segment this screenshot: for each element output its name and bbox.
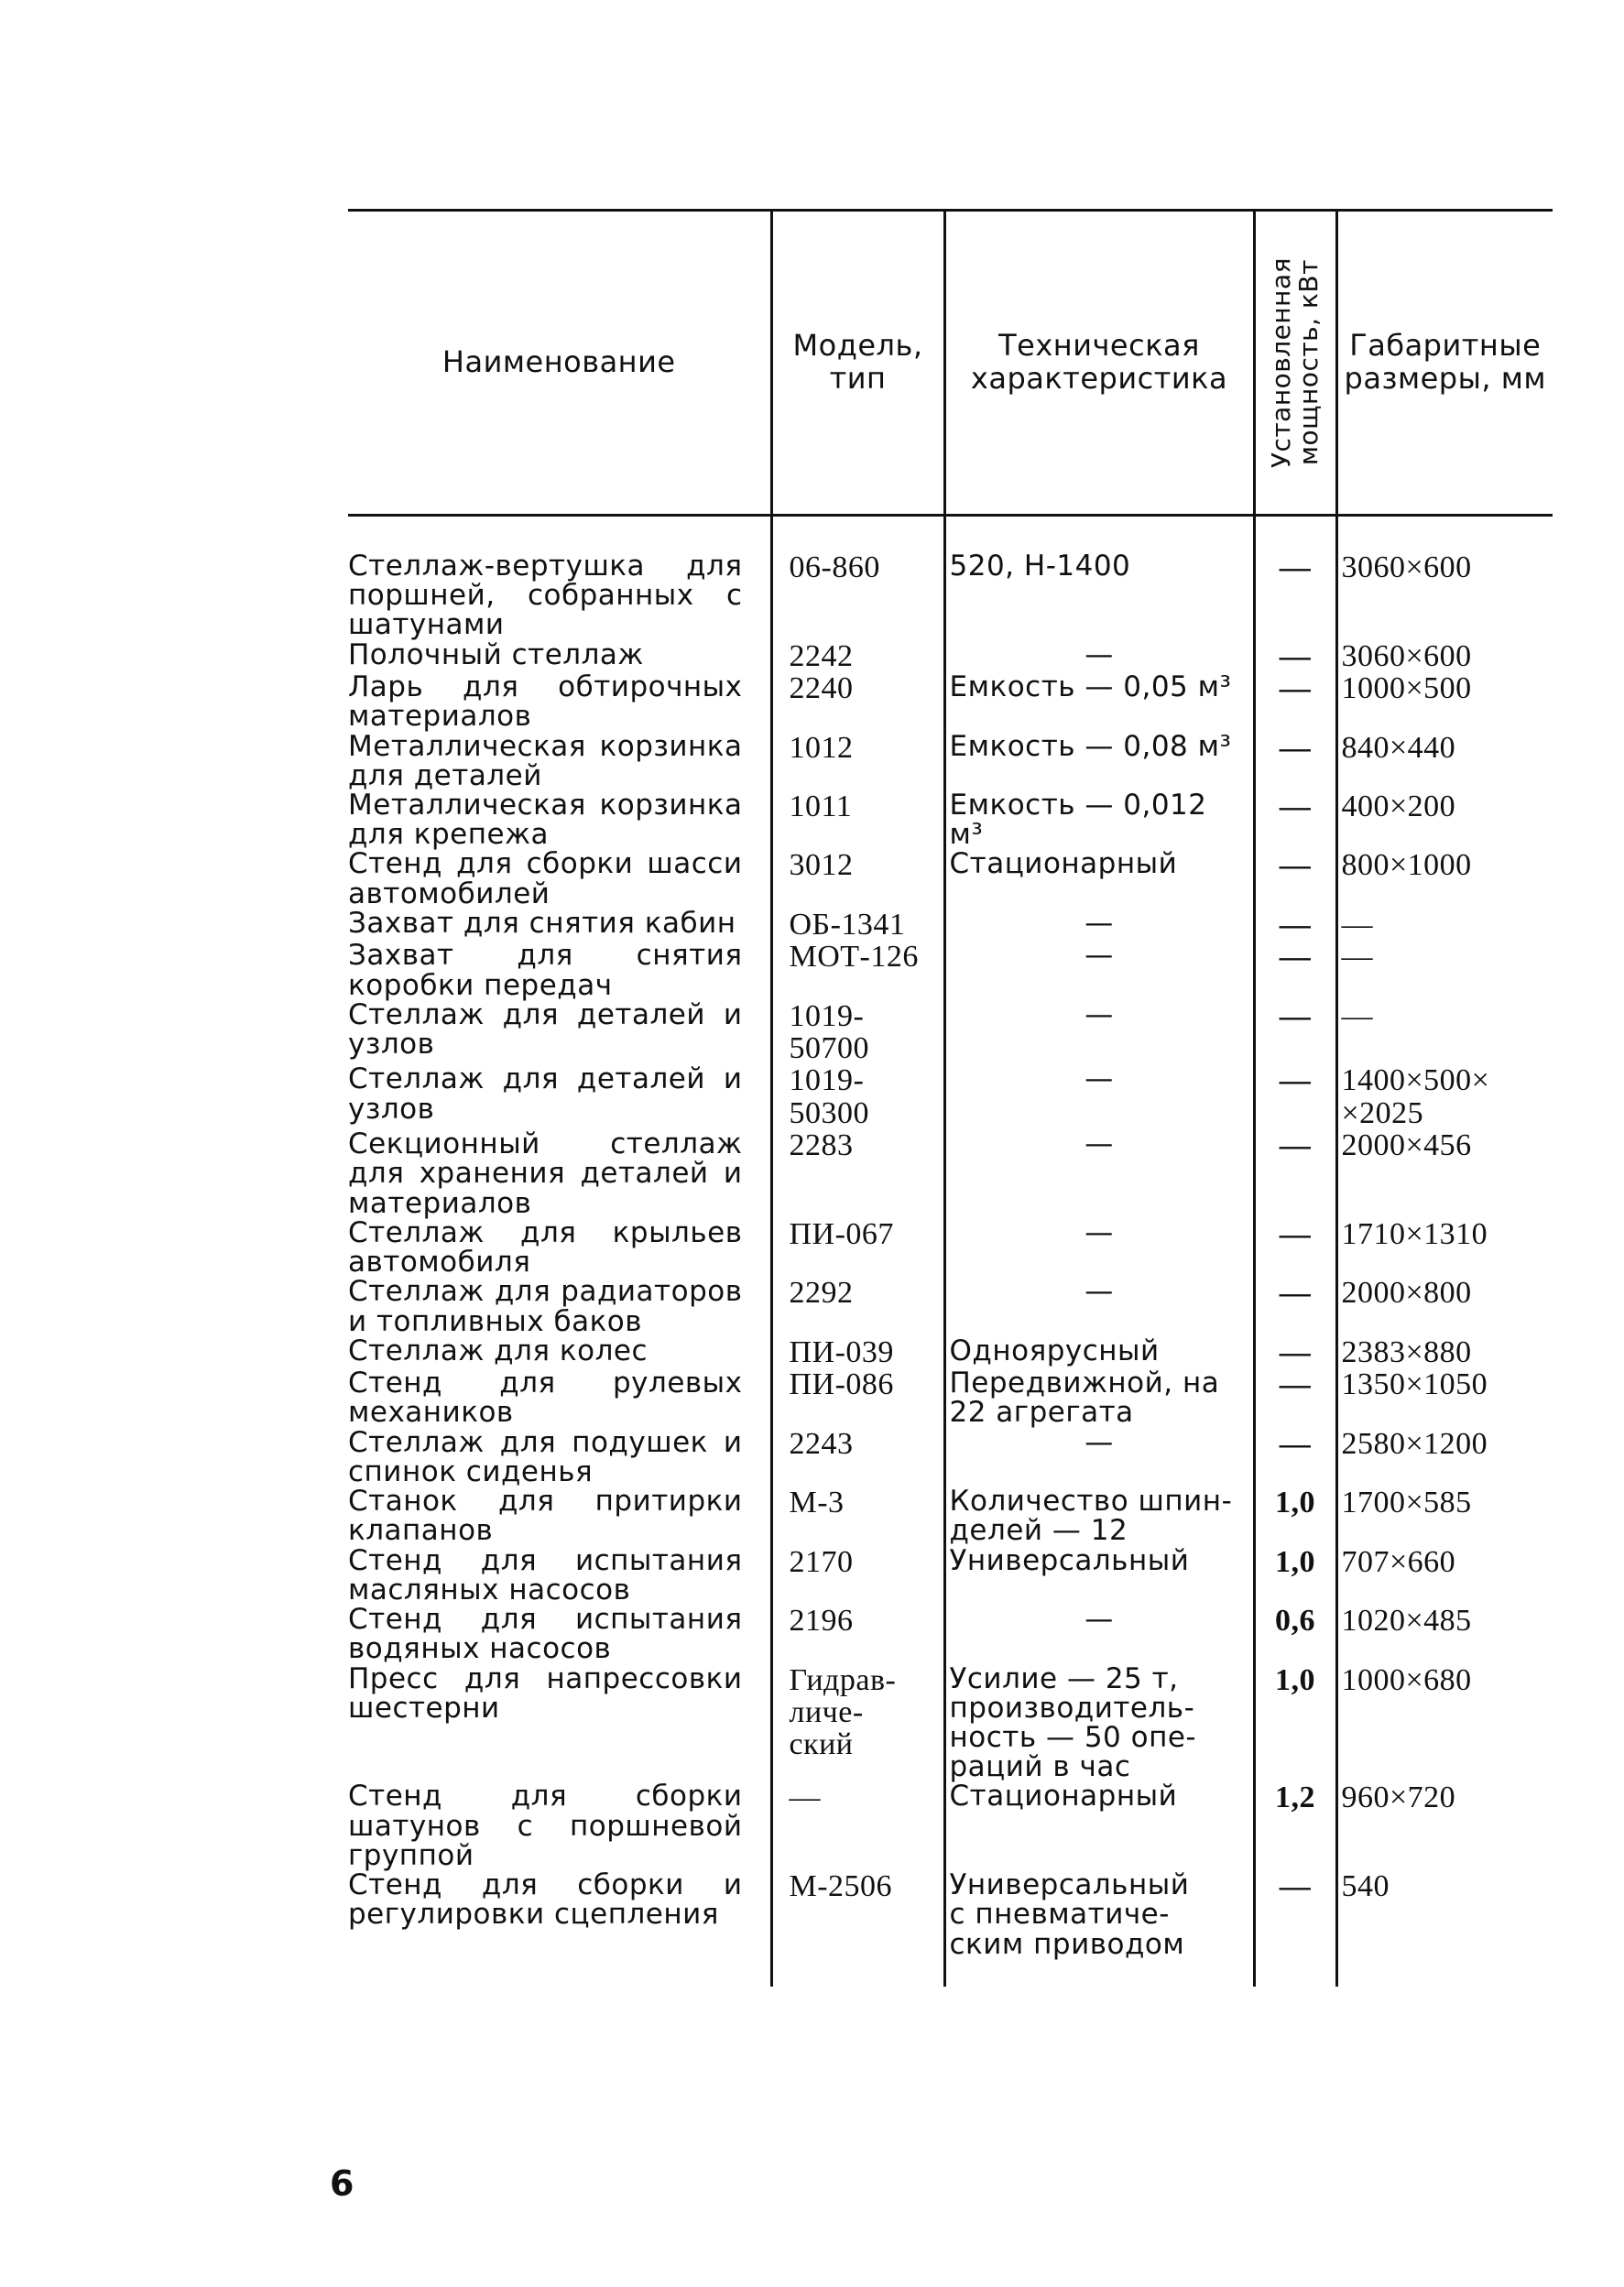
cell-model: М-3 bbox=[771, 1487, 944, 1545]
table-row bbox=[348, 1870, 1553, 1987]
table-header bbox=[348, 211, 1553, 516]
cell-name: Стеллаж для крыльев автомобиля bbox=[348, 1215, 743, 1280]
cell-dims: 2383×880 bbox=[1336, 1336, 1553, 1368]
cell-spec: — bbox=[944, 1428, 1254, 1487]
cell-dims: — bbox=[1336, 941, 1553, 999]
table-row bbox=[348, 1546, 1553, 1605]
cell-name: Стеллаж для деталей и узлов bbox=[348, 1062, 743, 1126]
table-body bbox=[348, 516, 1553, 1987]
cell-dims: 2580×1200 bbox=[1336, 1428, 1553, 1487]
cell-dims: — bbox=[1336, 909, 1553, 941]
cell-name: Секционный стеллаж для хранения деталей и материалов bbox=[348, 1127, 743, 1220]
cell-model: 06-860 bbox=[771, 516, 944, 640]
cell-dims: 840×440 bbox=[1336, 732, 1553, 790]
header-power: Установленная мощность, кВт bbox=[1254, 211, 1336, 516]
cell-model: 2242 bbox=[771, 640, 944, 672]
cell-name: Стенд для испытания водяных насосов bbox=[348, 1603, 743, 1666]
cell-power: — bbox=[1254, 1336, 1336, 1368]
cell-dims: 1000×500 bbox=[1336, 672, 1553, 731]
table-row bbox=[348, 1218, 1553, 1277]
cell-dims: 1020×485 bbox=[1336, 1605, 1553, 1663]
cell-model: 3012 bbox=[771, 849, 944, 908]
cell-power: — bbox=[1254, 909, 1336, 941]
cell-spec: Емкость — 0,012 м³ bbox=[944, 790, 1254, 849]
cell-name: Стеллаж для деталей и узлов bbox=[348, 997, 743, 1061]
cell-model: 1019- 50300 bbox=[771, 1064, 944, 1129]
cell-name: Стеллаж для радиаторов и топливных баков bbox=[348, 1275, 743, 1338]
header-model: Модель, тип bbox=[771, 211, 944, 516]
cell-model: ПИ-067 bbox=[771, 1218, 944, 1277]
cell-name: Стенд для испытания масляных насосов bbox=[348, 1543, 743, 1606]
cell-power: — bbox=[1254, 640, 1336, 672]
cell-name: Захват для снятия кабин bbox=[348, 906, 736, 940]
cell-power: — bbox=[1254, 1368, 1336, 1427]
cell-dims: 1350×1050 bbox=[1336, 1368, 1553, 1427]
cell-power: 1,2 bbox=[1254, 1781, 1336, 1870]
table-row bbox=[348, 849, 1553, 908]
cell-power: — bbox=[1254, 790, 1336, 849]
cell-spec: — bbox=[944, 1064, 1254, 1129]
cell-dims: 400×200 bbox=[1336, 790, 1553, 849]
header-spec: Техническая характеристика bbox=[944, 211, 1254, 516]
cell-dims: 1400×500× ×2025 bbox=[1336, 1064, 1553, 1129]
table-row bbox=[348, 1368, 1553, 1427]
cell-model: ПИ-086 bbox=[771, 1368, 944, 1427]
cell-name: Стенд для сборки шатунов с поршневой группой bbox=[348, 1780, 743, 1872]
cell-name: Стеллаж для колес bbox=[348, 1334, 649, 1367]
cell-spec: — bbox=[944, 1605, 1254, 1663]
cell-spec: Одноярусный bbox=[944, 1336, 1254, 1368]
cell-dims: 1700×585 bbox=[1336, 1487, 1553, 1545]
cell-spec: Емкость — 0,05 м³ bbox=[944, 672, 1254, 731]
cell-model: МОТ-126 bbox=[771, 941, 944, 999]
cell-model: 1011 bbox=[771, 790, 944, 849]
cell-power: — bbox=[1254, 516, 1336, 640]
cell-power: — bbox=[1254, 941, 1336, 999]
cell-model: 2243 bbox=[771, 1428, 944, 1487]
cell-name: Стеллаж-вертушка для поршней, собранных с шатунами bbox=[348, 550, 743, 642]
cell-spec: — bbox=[944, 1000, 1254, 1065]
cell-model: 1019- 50700 bbox=[771, 1000, 944, 1065]
cell-spec: Емкость — 0,08 м³ bbox=[944, 732, 1254, 790]
cell-name: Ларь для обтирочных материалов bbox=[348, 670, 743, 734]
table-row bbox=[348, 1664, 1553, 1782]
cell-spec: — bbox=[944, 1129, 1254, 1218]
header-name: Наименование bbox=[348, 211, 771, 516]
header-dims: Габаритные размеры, мм bbox=[1336, 211, 1553, 516]
table-row bbox=[348, 1000, 1553, 1065]
cell-spec: Стационарный bbox=[944, 849, 1254, 908]
cell-model: 2240 bbox=[771, 672, 944, 731]
table-row bbox=[348, 732, 1553, 790]
cell-power: — bbox=[1254, 732, 1336, 790]
cell-name: Полочный стеллаж bbox=[348, 637, 644, 671]
cell-spec: 520, Н-1400 bbox=[944, 516, 1254, 640]
table-row bbox=[348, 1064, 1553, 1129]
equipment-table bbox=[348, 209, 1553, 1987]
table-row bbox=[348, 941, 1553, 999]
cell-spec: Передвижной, на 22 агрегата bbox=[944, 1368, 1254, 1427]
cell-spec: — bbox=[944, 1218, 1254, 1277]
cell-model: М-2506 bbox=[771, 1870, 944, 1987]
cell-dims: 3060×600 bbox=[1336, 640, 1553, 672]
cell-dims: 3060×600 bbox=[1336, 516, 1553, 640]
cell-name: Металлическая корзинка для крепежа bbox=[348, 789, 743, 852]
cell-spec: — bbox=[944, 941, 1254, 999]
cell-dims: 1710×1310 bbox=[1336, 1218, 1553, 1277]
cell-dims: 960×720 bbox=[1336, 1781, 1553, 1870]
cell-model: 2196 bbox=[771, 1605, 944, 1663]
cell-dims: 2000×456 bbox=[1336, 1129, 1553, 1218]
cell-spec: — bbox=[944, 909, 1254, 941]
cell-power: 1,0 bbox=[1254, 1664, 1336, 1782]
table-row bbox=[348, 672, 1553, 731]
cell-name: Стенд для рулевых механиков bbox=[348, 1367, 743, 1430]
cell-power: — bbox=[1254, 1870, 1336, 1987]
cell-spec: Усилие — 25 т, производитель- ность — 50 опе- раций в час bbox=[944, 1664, 1254, 1782]
cell-model: 2283 bbox=[771, 1129, 944, 1218]
table-row bbox=[348, 1336, 1553, 1368]
table-row bbox=[348, 1781, 1553, 1870]
cell-dims: 1000×680 bbox=[1336, 1664, 1553, 1782]
cell-model: ПИ-039 bbox=[771, 1336, 944, 1368]
cell-power: — bbox=[1254, 1129, 1336, 1218]
table-row bbox=[348, 640, 1553, 672]
cell-power: — bbox=[1254, 1428, 1336, 1487]
table-row bbox=[348, 516, 1553, 640]
table-row bbox=[348, 1277, 1553, 1335]
cell-spec: Универсальный bbox=[944, 1546, 1254, 1605]
cell-name: Пресс для напрессовки шестерни bbox=[348, 1661, 743, 1725]
cell-name: Стеллаж для подушек и спинок сиденья bbox=[348, 1425, 743, 1488]
cell-name: Металлическая корзинка для деталей bbox=[348, 729, 743, 792]
cell-power: — bbox=[1254, 849, 1336, 908]
cell-dims: 2000×800 bbox=[1336, 1277, 1553, 1335]
cell-spec: Универсальный с пневматиче- ским приводом bbox=[944, 1870, 1254, 1987]
cell-name: Стенд для сборки и регулировки сцепления bbox=[348, 1868, 743, 1932]
cell-power: 1,0 bbox=[1254, 1546, 1336, 1605]
page-number: 6 bbox=[330, 2163, 354, 2204]
table-row bbox=[348, 1129, 1553, 1218]
cell-spec: — bbox=[944, 1277, 1254, 1335]
cell-name: Станок для притирки клапанов bbox=[348, 1485, 743, 1548]
table-row bbox=[348, 909, 1553, 941]
cell-name: Захват для снятия коробки передач bbox=[348, 939, 743, 1002]
cell-model: 1012 bbox=[771, 732, 944, 790]
cell-power: 1,0 bbox=[1254, 1487, 1336, 1545]
cell-name: Стенд для сборки шасси автомобилей bbox=[348, 847, 743, 910]
cell-model: 2292 bbox=[771, 1277, 944, 1335]
cell-spec: Стационарный bbox=[944, 1781, 1254, 1870]
table-row bbox=[348, 790, 1553, 849]
cell-dims: 800×1000 bbox=[1336, 849, 1553, 908]
table-row bbox=[348, 1428, 1553, 1487]
cell-model: ОБ-1341 bbox=[771, 909, 944, 941]
cell-model: — bbox=[771, 1781, 944, 1870]
cell-spec: Количество шпин- делей — 12 bbox=[944, 1487, 1254, 1545]
cell-model: 2170 bbox=[771, 1546, 944, 1605]
table-row bbox=[348, 1605, 1553, 1663]
table-row bbox=[348, 1487, 1553, 1545]
cell-dims: 540 bbox=[1336, 1870, 1553, 1987]
cell-dims: — bbox=[1336, 1000, 1553, 1065]
cell-power: 0,6 bbox=[1254, 1605, 1336, 1663]
cell-model: Гидрав- личе- ский bbox=[771, 1664, 944, 1782]
cell-power: — bbox=[1254, 1218, 1336, 1277]
cell-power: — bbox=[1254, 672, 1336, 731]
cell-power: — bbox=[1254, 1277, 1336, 1335]
cell-power: — bbox=[1254, 1000, 1336, 1065]
cell-spec: — bbox=[944, 640, 1254, 672]
cell-power: — bbox=[1254, 1064, 1336, 1129]
cell-dims: 707×660 bbox=[1336, 1546, 1553, 1605]
